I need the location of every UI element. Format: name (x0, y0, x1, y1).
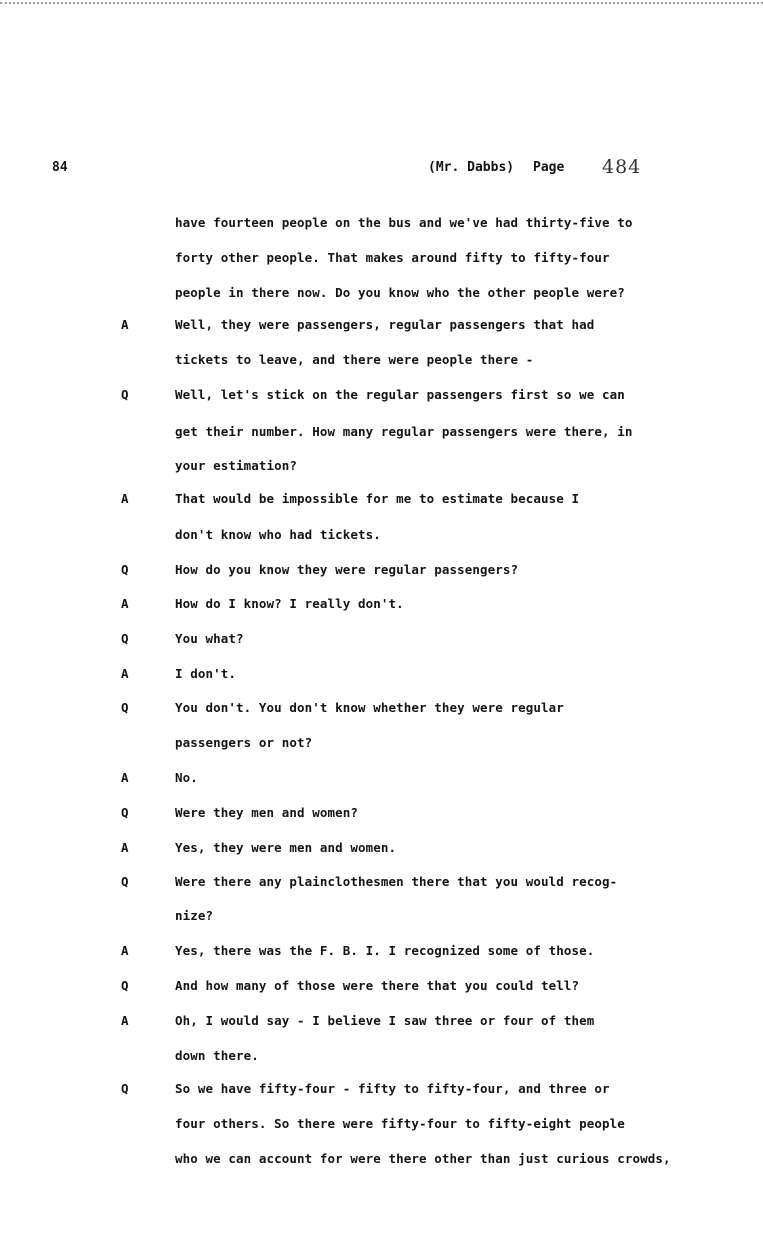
line-text: passengers or not? (175, 735, 313, 750)
line-text: forty other people. That makes around fifty to fifty-four (175, 250, 610, 265)
line-text: who we can account for were there other than just curious crowds, (175, 1151, 671, 1166)
transcript-line (121, 1149, 671, 1169)
qa-marker: A (121, 491, 129, 506)
line-text: have fourteen people on the bus and we've had thirty-five to (175, 215, 633, 230)
transcript-line (121, 803, 358, 823)
transcript-line (121, 629, 244, 649)
page-stamp-number: 484 (602, 156, 642, 178)
qa-marker: Q (121, 700, 129, 715)
transcript-line (121, 768, 198, 788)
speaker-label: (Mr. Dabbs) (428, 160, 515, 175)
transcript-line (121, 906, 213, 926)
transcript-line (121, 664, 236, 684)
line-text: That would be impossible for me to estimate because I (175, 491, 580, 506)
line-text: Yes, there was the F. B. I. I recognized some of those. (175, 943, 595, 958)
line-text: I don't. (175, 666, 237, 681)
transcript-line (121, 560, 518, 580)
line-text: You don't. You don't know whether they were regular (175, 700, 564, 715)
line-text: Yes, they were men and women. (175, 840, 397, 855)
transcript-line (121, 248, 610, 268)
transcript-line (121, 941, 594, 961)
qa-marker: Q (121, 1081, 129, 1096)
line-text: Were there any plainclothesmen there that you would recog- (175, 874, 618, 889)
transcript-line (121, 976, 579, 996)
transcript-line (121, 733, 312, 753)
line-text: Oh, I would say - I believe I saw three or four of them (175, 1013, 595, 1028)
qa-marker: Q (121, 978, 129, 993)
transcript-line (121, 315, 594, 335)
transcript-line (121, 594, 404, 614)
transcript-line (121, 456, 297, 476)
qa-marker: A (121, 666, 129, 681)
line-text: don't know who had tickets. (175, 527, 381, 542)
line-text: Well, let's stick on the regular passengers first so we can (175, 387, 625, 402)
qa-marker: A (121, 596, 129, 611)
page-number: 84 (52, 160, 68, 175)
transcript-line (121, 489, 579, 509)
line-text: You what? (175, 631, 244, 646)
line-text: four others. So there were fifty-four to fifty-eight people (175, 1116, 625, 1131)
qa-marker: Q (121, 805, 129, 820)
line-text: How do I know? I really don't. (175, 596, 404, 611)
line-text: Well, they were passengers, regular passengers that had (175, 317, 595, 332)
page-label: Page (533, 160, 565, 175)
transcript-line (121, 1046, 259, 1066)
qa-marker: A (121, 317, 129, 332)
transcript-line (121, 698, 564, 718)
top-border-rule (0, 2, 763, 4)
transcript-line (121, 422, 633, 442)
qa-marker: A (121, 943, 129, 958)
qa-marker: A (121, 770, 129, 785)
transcript-line (121, 283, 625, 303)
transcript-line (121, 350, 533, 370)
line-text: How do you know they were regular passengers? (175, 562, 519, 577)
transcript-line (121, 385, 625, 405)
line-text: tickets to leave, and there were people there - (175, 352, 534, 367)
line-text: your estimation? (175, 458, 298, 473)
line-text: Were they men and women? (175, 805, 359, 820)
qa-marker: Q (121, 631, 129, 646)
transcript-line (121, 1011, 594, 1031)
line-text: get their number. How many regular passengers were there, in (175, 424, 633, 439)
line-text: down there. (175, 1048, 259, 1063)
transcript-line (121, 213, 633, 233)
qa-marker: A (121, 840, 129, 855)
line-text: people in there now. Do you know who the other people were? (175, 285, 625, 300)
transcript-line (121, 872, 617, 892)
qa-marker: Q (121, 874, 129, 889)
qa-marker: A (121, 1013, 129, 1028)
transcript-line (121, 838, 396, 858)
line-text: No. (175, 770, 198, 785)
qa-marker: Q (121, 562, 129, 577)
line-text: So we have fifty-four - fifty to fifty-four, and three or (175, 1081, 610, 1096)
line-text: nize? (175, 908, 214, 923)
transcript-line (121, 1114, 625, 1134)
qa-marker: Q (121, 387, 129, 402)
line-text: And how many of those were there that you could tell? (175, 978, 580, 993)
transcript-line (121, 525, 381, 545)
transcript-line (121, 1079, 610, 1099)
